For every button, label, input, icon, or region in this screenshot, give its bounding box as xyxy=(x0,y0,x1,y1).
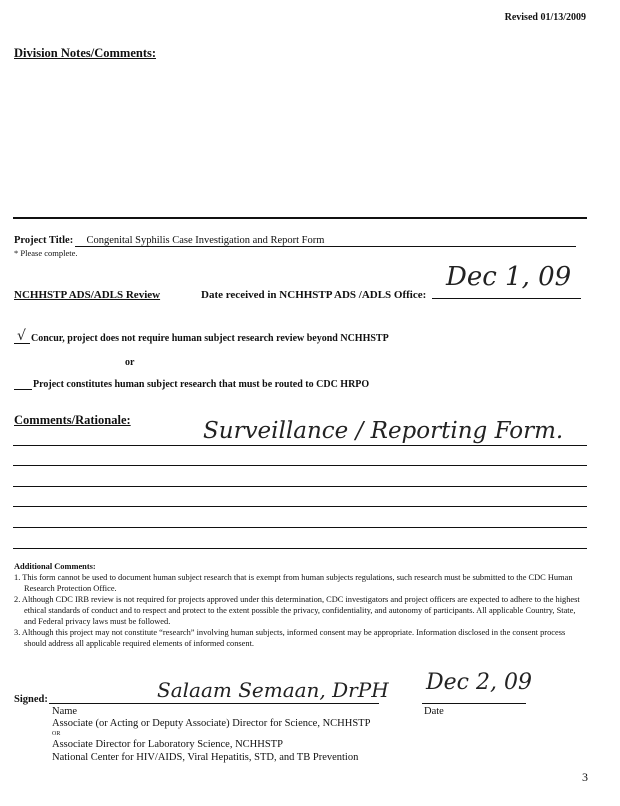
review-heading: NCHHSTP ADS/ADLS Review xyxy=(14,289,161,301)
comments-heading: Comments/Rationale: xyxy=(14,413,131,427)
revision-date: Revised 01/13/2009 xyxy=(504,12,586,23)
name-label: Name xyxy=(52,706,78,717)
date-label: Date xyxy=(424,706,444,717)
divider xyxy=(13,217,587,219)
additional-item-2: 2. Although CDC IRB review is not required for projects approved under this determination, CDC investigators and project officers are expected to adhere to the highest ethical standards of conduct and to respect and protect to the extent possible the privacy, confidentiality, and autonomy of participants. All applicable Country, State, and Federal privacy laws must be followed. xyxy=(14,595,580,626)
role-ads: Associate (or Acting or Deputy Associate) Director for Science, NCHHSTP xyxy=(52,718,371,729)
additional-item-3: 3. Although this project may not constitute “research” involving human subjects, informed consent may be appropriate. Information disclosed in the consent process should address all applicable required elements of informed consent. xyxy=(14,628,566,648)
signature-handwritten: Salaam Semaan, DrPH xyxy=(157,678,389,702)
date-received-handwritten: Dec 1, 09 xyxy=(446,262,572,292)
comment-line-1 xyxy=(13,445,587,446)
project-title-line xyxy=(75,246,576,247)
center-name: National Center for HIV/AIDS, Viral Hepatitis, STD, and TB Prevention xyxy=(52,752,359,763)
concur-option-text: Concur, project does not require human subject research review beyond NCHHSTP xyxy=(31,333,389,344)
comment-line-2 xyxy=(13,465,587,466)
signature-line xyxy=(49,703,379,704)
signed-label: Signed: xyxy=(14,694,48,705)
route-option-text: Project constitutes human subject research that must be routed to CDC HRPO xyxy=(33,379,370,390)
comment-line-4 xyxy=(13,506,587,507)
comment-line-6 xyxy=(13,548,587,549)
comment-line-3 xyxy=(13,486,587,487)
comments-handwritten: Surveillance / Reporting Form. xyxy=(203,418,564,444)
division-notes-heading: Division Notes/Comments: xyxy=(14,46,157,60)
signature-date-line xyxy=(422,703,526,704)
page-number: 3 xyxy=(582,770,588,784)
please-complete-note: * Please complete. xyxy=(14,248,78,258)
additional-comments-heading: Additional Comments: xyxy=(14,562,96,571)
date-received-label: Date received in NCHHSTP ADS /ADLS Office: xyxy=(201,289,427,301)
role-adls: Associate Director for Laboratory Science, NCHHSTP xyxy=(52,739,283,750)
or-separator: or xyxy=(125,357,135,368)
concur-checkmark: √ xyxy=(17,328,26,344)
project-title-label: Project Title: xyxy=(14,235,74,246)
role-or: OR xyxy=(52,731,61,737)
additional-item-1: 1. This form cannot be used to document human subject research that is exempt from human subjects regulations, such research must be submitted to the CDC Human Research Protection Office. xyxy=(14,573,573,593)
project-title-value: Congenital Syphilis Case Investigation and Report Form xyxy=(86,235,325,246)
signature-date-handwritten: Dec 2, 09 xyxy=(426,670,532,695)
date-received-line xyxy=(432,298,581,299)
route-blank xyxy=(14,389,32,390)
project-title-row xyxy=(14,235,324,246)
comment-line-5 xyxy=(13,527,587,528)
